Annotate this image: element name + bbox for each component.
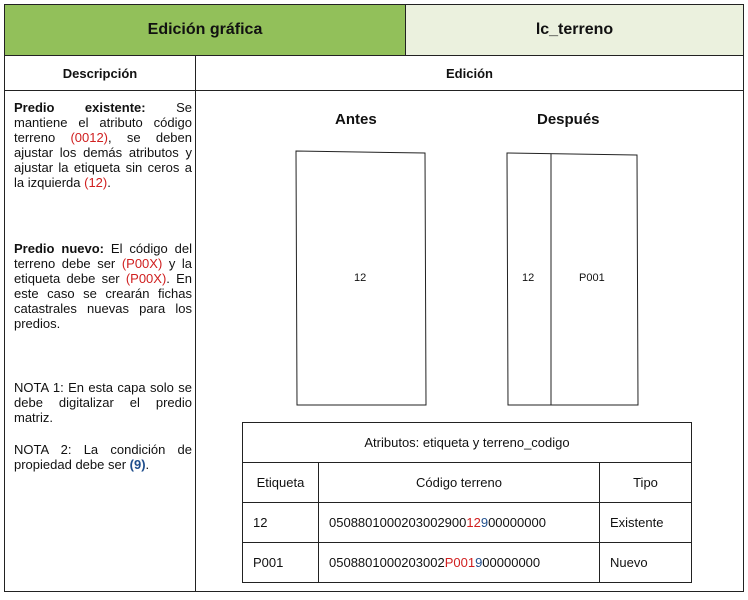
row1-etiqueta: 12 [243,503,319,543]
row1-code-a: 0508801000203002900 [329,515,467,530]
header-right-text: lc_terreno [535,21,614,38]
row2-etiqueta: P001 [243,543,319,583]
row2-code-d: 00000000 [482,555,541,570]
table-title-row [243,423,692,463]
row1-codigo [319,503,600,543]
row1-code-b: 12 [466,515,481,530]
desc-p1-t1: Se mantiene el atributo código terreno [14,100,192,145]
desc-p1-red1: (0012) [70,130,109,145]
attributes-table [242,422,692,583]
row2-codigo [319,543,600,583]
desc-p2-red1: (P00X) [121,256,163,271]
row1-code-d: 00000000 [488,515,546,530]
desc-p2-bold: Predio nuevo: [14,241,104,256]
desc-p1-t3: . [107,175,111,190]
row1-tipo: Existente [600,503,692,543]
row2-code-a: 0508801000203002 [329,555,445,570]
table-row [243,543,692,583]
row1-code-c: 9 [480,515,489,530]
desc-p1-t2: , se deben ajustar los demás atributos y ajustar la etiqueta sin ceros a la izquierda [14,130,192,190]
despues-left-label: 12 [522,272,535,284]
header-etiqueta: Etiqueta [243,463,319,503]
desc-nota1: NOTA 1: En esta capa solo se debe digitalizar el predio matriz. [14,380,192,425]
table-row [243,503,692,543]
despues-label: Después [537,111,600,128]
desc-p1-bold: Predio existente: [14,100,146,115]
antes-parcel-label: 12 [354,272,367,284]
header-tipo: Tipo [600,463,692,503]
row2-code-b: P001 [444,555,476,570]
desc-nota2-blue: (9) [129,457,146,472]
header-left-text: Edición gráfica [147,21,263,38]
despues-right-label: P001 [579,272,605,284]
row2-code-c: 9 [475,555,483,570]
antes-label: Antes [335,111,377,128]
desc-nota2-t1: NOTA 2: La condición de propiedad debe ser [14,442,192,472]
desc-p2-t1: El código del terreno debe ser [14,241,192,271]
desc-nota2-t2: . [145,457,150,472]
table-header-row [243,463,692,503]
desc-p2-t3: . En este caso se crearán fichas catastrales nuevas para los predios. [14,271,193,331]
table-title: Atributos: etiqueta y terreno_codigo [243,423,692,463]
row2-tipo: Nuevo [600,543,692,583]
desc-p1-red2: (12) [84,175,108,190]
desc-p2-red2: (P00X) [125,271,167,286]
subheader-left-text: Descripción [62,65,138,81]
subheader-right-text: Edición [446,65,493,81]
desc-p2-t2: y la etiqueta debe ser [14,256,192,286]
header-codigo: Código terreno [319,463,600,503]
